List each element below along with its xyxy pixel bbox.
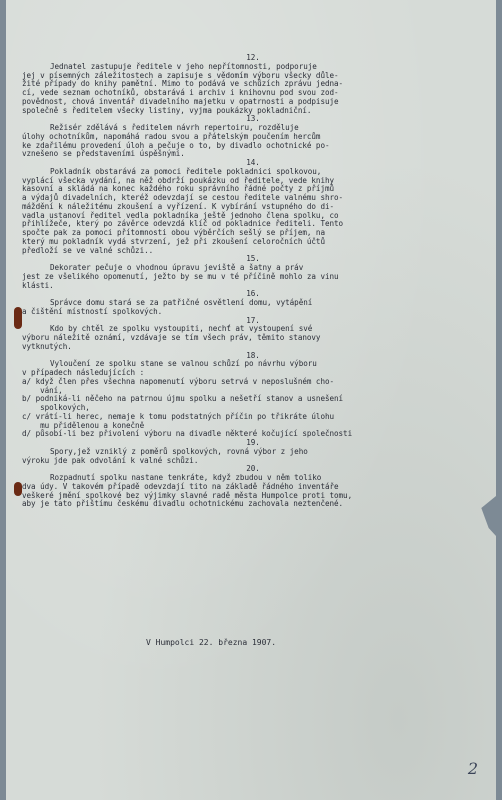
section [22, 317, 484, 352]
section [22, 159, 484, 255]
text-line: žité případy do knihy pamětní. Mimo to podává ve schůzích zprávu jedna- [22, 79, 344, 89]
text-line: vznešeno se představeními úspěšnými. [22, 149, 185, 159]
text-line: Spory,jež vzniklý z poměrů spolkových, rovná výbor z jeho [50, 446, 308, 456]
section-number: 12. [246, 53, 260, 62]
section [22, 255, 484, 290]
closing-place-date: V Humpolci 22. března 1907. [146, 638, 277, 647]
text-line: a/ když člen přes všechna napomenutí výboru setrvá v neposlušném cho- [22, 376, 335, 386]
text-line: máždění k náležitému zkoušení a vyřízení. K vybírání vstupného do di- [22, 201, 335, 211]
section-number: 13. [246, 114, 260, 124]
text-line: Jednatel zastupuje ředitele v jeho nepřítomnosti, podporuje [50, 61, 317, 71]
text-line: jest ze všelikého opomenutí, ježto by se mu v té příčině mohlo za vinu [22, 271, 339, 281]
text-line: vání, [22, 385, 63, 395]
text-line: aby je tato přištímu českému divadlu ochotnickému zachovala neztenčené. [22, 499, 344, 509]
text-line: d/ působí-li bez přivolení výboru na divadle některé kočující společnosti [22, 429, 353, 439]
text-line: Vyloučení ze spolku stane se valnou schůzí po návrhu výboru [50, 359, 317, 369]
text-line: předloží se ve valné schůzi.. [22, 245, 154, 255]
text-line: dva údy. V takovém případě odevzdají tito na základě řádného inventáře [22, 481, 339, 491]
section-number: 15. [246, 254, 260, 264]
text-line: úlohy ochotníkům, napomáhá radou svou a přátelským poučením hercům [22, 131, 321, 141]
text-line: c/ vrátí-li herec, nemaje k tomu podstatných příčin po třikráte úlohu [22, 411, 335, 421]
text-line: spočte pak za pomoci přítomnosti obou výběrčích sešlý se příjem, na [22, 228, 325, 237]
text-line: Správce domu stará se za patřičné osvětlení domu, vytápění [50, 298, 313, 307]
section [22, 290, 484, 316]
section-number: 17. [246, 315, 260, 325]
text-line: Kdo by chtěl ze spolku vystoupiti, nechť at vystoupení své [50, 324, 313, 334]
text-line: vytknutých. [22, 341, 72, 351]
text-line: výroku jde pak odvolání k valné schůzi. [22, 455, 199, 465]
punch-hole-bottom [14, 482, 22, 496]
text-line: mu přidělenou a konečně [22, 420, 145, 430]
text-line: a čištění místností spolkových. [22, 306, 163, 316]
section-number: 19. [246, 438, 260, 447]
text-line: klásti. [22, 280, 54, 290]
section [22, 54, 484, 115]
text-line: Rozpadnutí spolku nastane tenkráte, když zbudou v něm toliko [50, 473, 322, 482]
section-number: 20. [246, 464, 260, 474]
section [22, 439, 484, 465]
page-number: 2 [467, 759, 478, 778]
text-line: veškeré jmění spolkové bez výjimky slavné radě města Humpolce proti tomu, [22, 490, 353, 500]
text-line: vyplácí všecka vydání, na něž obdrží poukázku od ředitele, vede knihy [22, 175, 335, 185]
text-line: a výdajů divadelních, kteréž odevzdají se cestou ředitele valnému shro- [22, 193, 344, 202]
text-line: cí, vede seznam ochotníků, obstarává i archiv i knihovnu pod svou zod- [22, 88, 339, 97]
section-number: 14. [246, 158, 260, 167]
text-line: kasovní a skládá na konec každého roku správního řádné počty z příjmů [22, 184, 335, 194]
text-line: který mu pokladník vydá stvrzení, jež při zkoušení celoročních účtů [22, 236, 325, 246]
section [22, 115, 484, 159]
text-line: vadla ustanoví ředitel vedla pokladníka ještě jednoho člena spolku, co [22, 210, 339, 220]
text-line: v případech následujících : [22, 368, 145, 377]
text-line: b/ podniká-li něčeho na patrnou újmu spolku a nešetří stanov a usnešení [22, 394, 344, 404]
section-number: 16. [246, 289, 260, 299]
text-line: Režisér zdělává s ředitelem návrh repertoiru, rozděluje [50, 123, 299, 132]
document-body [22, 54, 484, 509]
section [22, 465, 484, 509]
text-line: Dekorater pečuje o vhodnou úpravu jeviště a šatny a práv [50, 263, 304, 272]
text-line: společně s ředitelem všecky listiny, vyjma poukázky pokladniční. [22, 105, 312, 115]
section-number: 18. [246, 350, 260, 360]
punch-hole-top [14, 307, 22, 329]
text-line: spolkových, [22, 403, 90, 412]
text-line: Pokladník obstarává za pomoci ředitele pokladnici spolkovou, [50, 166, 322, 176]
text-line: jej v písemných záležitostech a zapisuje s vědomím výboru všecky důle- [22, 70, 339, 80]
text-line: ke zdařilému provedení úloh a pečuje o to, by divadlo ochotnické po- [22, 140, 330, 150]
section [22, 352, 484, 440]
text-line: povědnost, chová inventář divadelního majetku v opatrnosti a podpisuje [22, 96, 339, 106]
text-line: výboru náležitě oznámí, vzdávaje se tím všech práv, těmito stanovy [22, 333, 321, 342]
text-line: přihlížeče, který po závěrce odevzdá klíč od pokladnice řediteli. Tento [22, 219, 344, 229]
